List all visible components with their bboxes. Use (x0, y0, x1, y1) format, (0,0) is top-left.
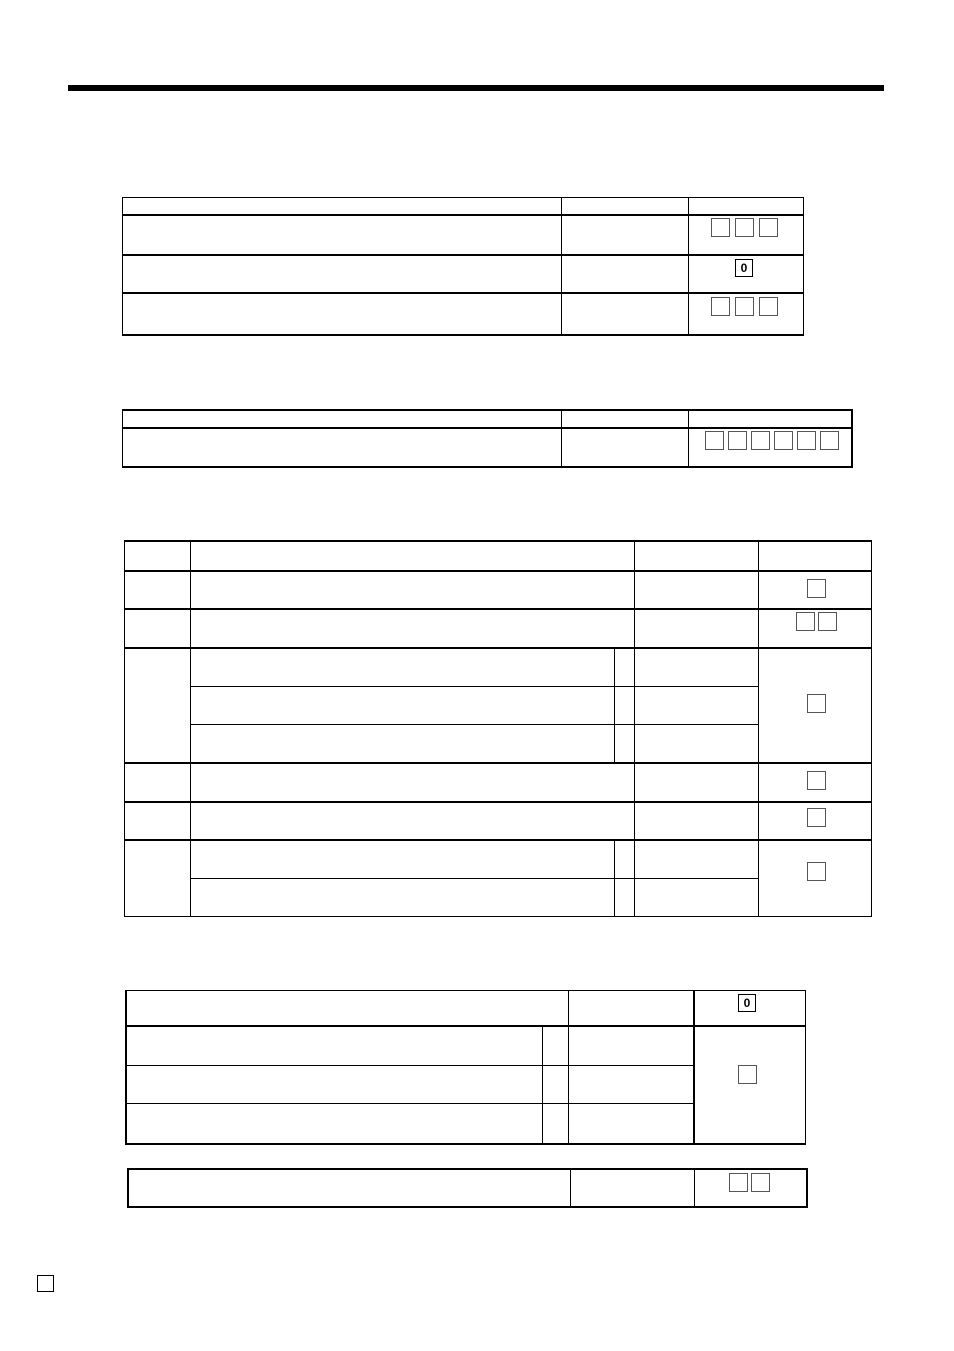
key-box (711, 297, 730, 316)
key-box (728, 431, 747, 450)
key-box (729, 1173, 748, 1192)
key-box (807, 862, 826, 881)
key-box (735, 297, 754, 316)
key-box (705, 431, 724, 450)
key-box (759, 218, 778, 237)
key-box-zero: 0 (735, 259, 753, 277)
key-box (807, 808, 826, 827)
key-box (797, 431, 816, 450)
key-box-zero: 0 (738, 994, 756, 1012)
key-box (796, 612, 815, 631)
key-box (807, 771, 826, 790)
key-box (711, 218, 730, 237)
key-box (774, 431, 793, 450)
key-box (759, 297, 778, 316)
key-box (751, 431, 770, 450)
header-rule (68, 85, 884, 91)
key-box (820, 431, 839, 450)
key-box (807, 694, 826, 713)
key-box (735, 218, 754, 237)
key-box (807, 579, 826, 598)
page-marker-box (37, 1275, 54, 1292)
key-box (751, 1173, 770, 1192)
key-box (738, 1065, 757, 1084)
key-box (818, 612, 837, 631)
